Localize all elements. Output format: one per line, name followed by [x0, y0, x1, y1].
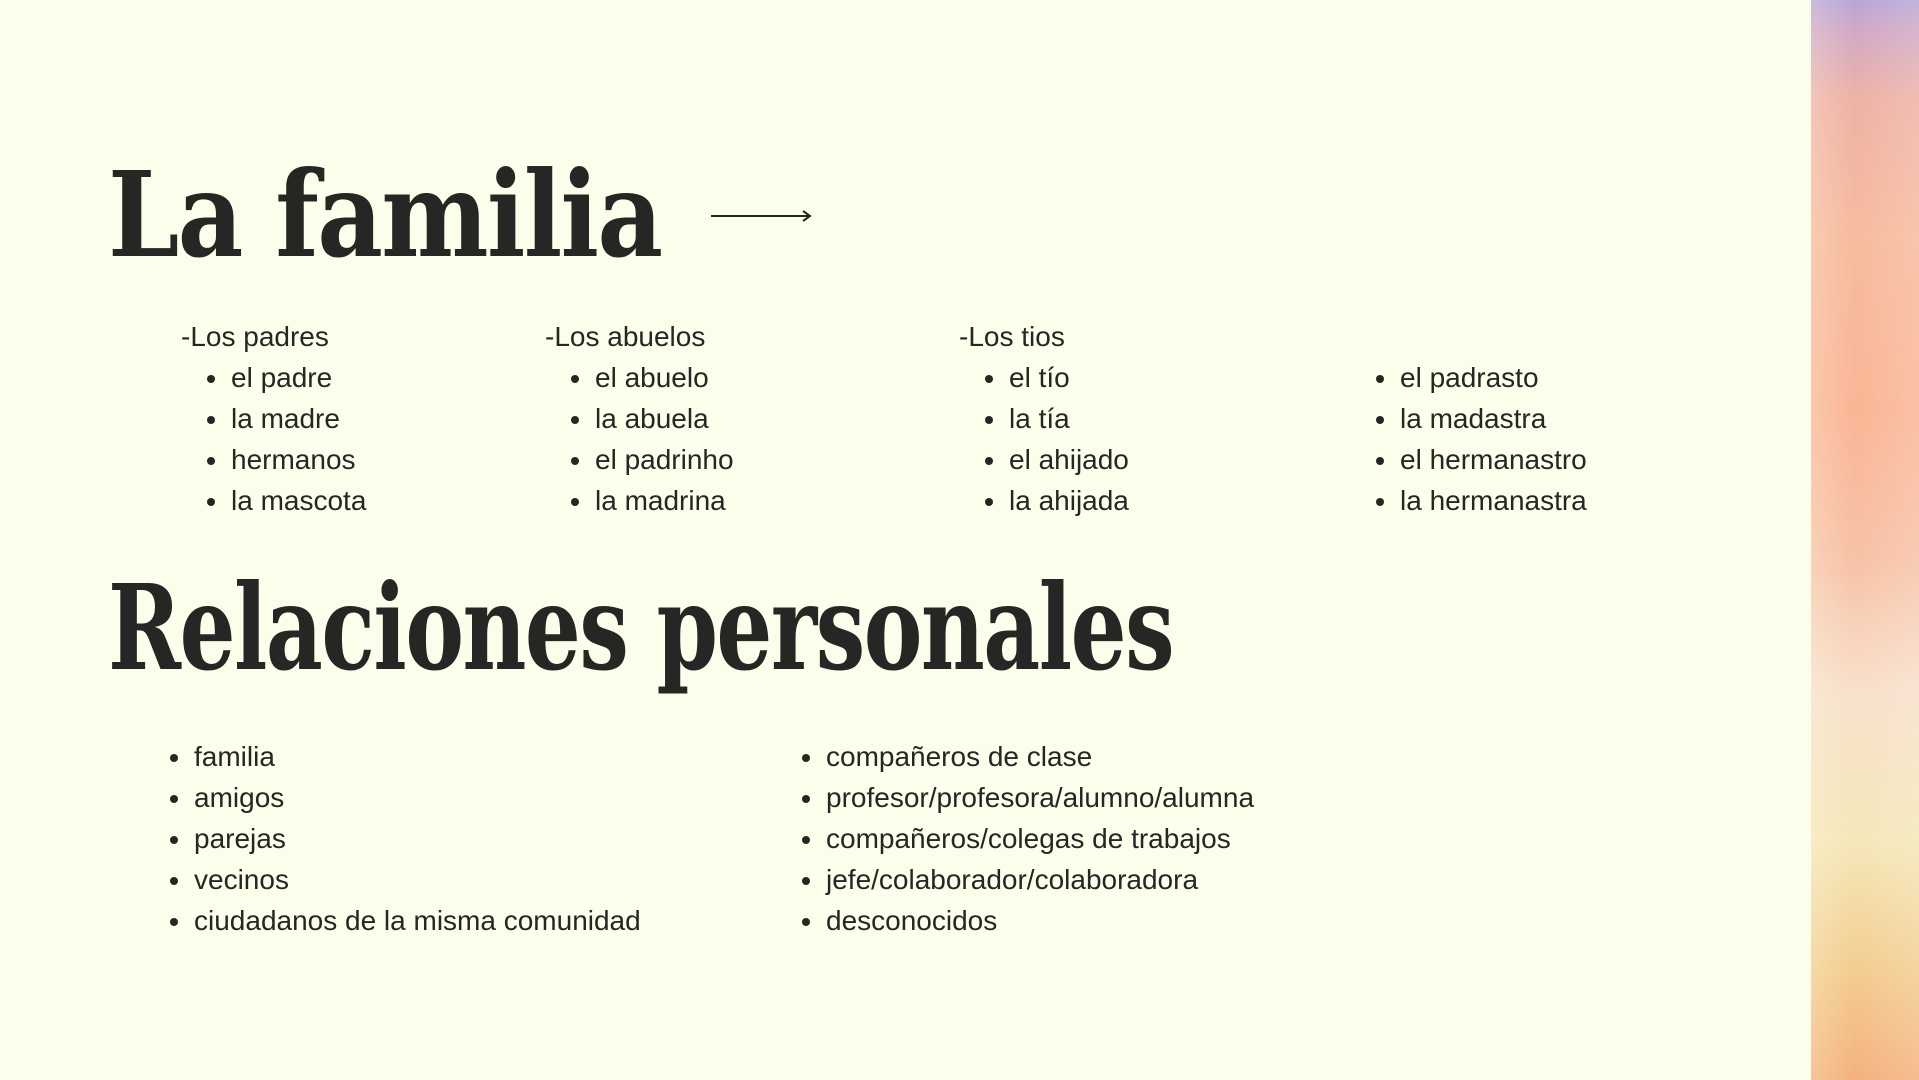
list-item: la mascota	[205, 480, 366, 521]
family-list	[181, 357, 366, 521]
list-item: jefe/colaborador/colaboradora	[800, 859, 1254, 900]
list-item: el hermanastro	[1374, 439, 1587, 480]
column-title: -Los abuelos	[545, 321, 706, 352]
family-list	[1374, 357, 1587, 521]
family-column-parents	[181, 316, 366, 521]
family-column-step	[1374, 357, 1587, 521]
long-arrow-right-icon	[711, 209, 813, 223]
list-item: el padrinho	[569, 439, 734, 480]
list-item: parejas	[168, 818, 641, 859]
list-item: la ahijada	[983, 480, 1129, 521]
list-item: profesor/profesora/alumno/alumna	[800, 777, 1254, 818]
list-item: la tía	[983, 398, 1129, 439]
list-item: familia	[168, 736, 641, 777]
relations-list	[168, 736, 641, 941]
list-item: compañeros/colegas de trabajos	[800, 818, 1254, 859]
relations-column-left	[168, 736, 641, 941]
list-item: el padre	[205, 357, 366, 398]
list-item: el ahijado	[983, 439, 1129, 480]
list-item: el tío	[983, 357, 1129, 398]
list-item: la madrina	[569, 480, 734, 521]
relations-list	[800, 736, 1254, 941]
list-item: vecinos	[168, 859, 641, 900]
list-item: la abuela	[569, 398, 734, 439]
list-item: amigos	[168, 777, 641, 818]
list-item: desconocidos	[800, 900, 1254, 941]
decorative-gradient-strip	[1811, 0, 1919, 1080]
list-item: compañeros de clase	[800, 736, 1254, 777]
relations-column-right	[800, 736, 1254, 941]
family-column-uncles	[959, 316, 1129, 521]
relations-heading: Relaciones personales	[108, 558, 1174, 697]
list-item: el abuelo	[569, 357, 734, 398]
list-item: la madastra	[1374, 398, 1587, 439]
family-list	[959, 357, 1129, 521]
list-item: hermanos	[205, 439, 366, 480]
column-title: -Los padres	[181, 321, 329, 352]
family-list	[545, 357, 734, 521]
list-item: la hermanastra	[1374, 480, 1587, 521]
list-item: el padrasto	[1374, 357, 1587, 398]
list-item: ciudadanos de la misma comunidad	[168, 900, 641, 941]
family-column-grandparents	[545, 316, 734, 521]
column-title: -Los tios	[959, 321, 1065, 352]
list-item: la madre	[205, 398, 366, 439]
family-heading: La familia	[108, 145, 662, 284]
